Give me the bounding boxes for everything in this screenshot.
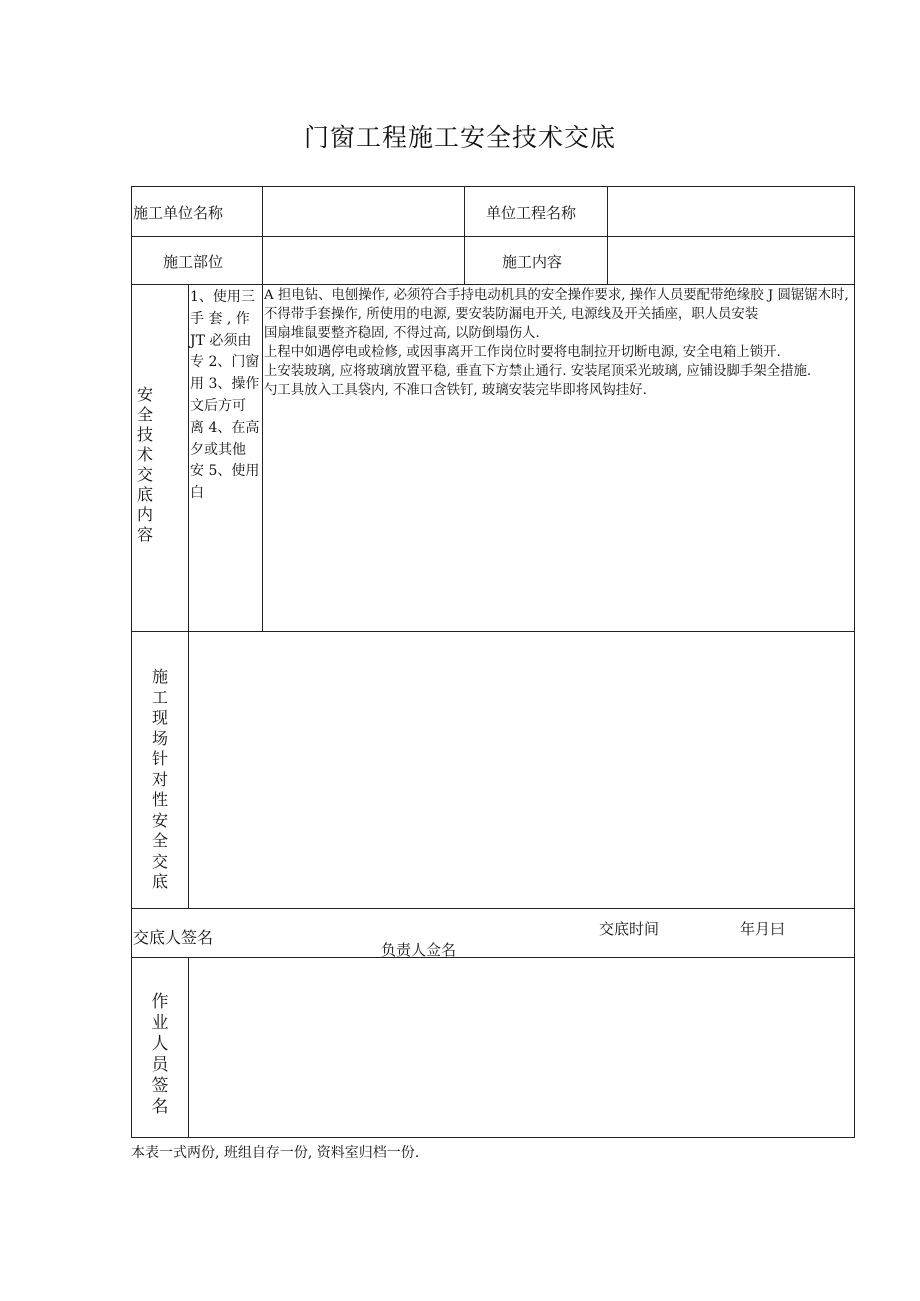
numbered-line: 专 2、门窗 xyxy=(190,354,260,371)
signer-label: 交底人签名 xyxy=(133,928,214,947)
numbered-line: 手 套 , 作 xyxy=(190,310,250,327)
project-name-label: 单位工程名称 xyxy=(486,204,577,222)
date-label: 年月曰 xyxy=(740,920,786,938)
row-divider xyxy=(131,236,855,237)
safety-line: 上安装玻璃, 应将玻璃放置平稳, 垂直下方禁止通行. 安装尾顶采光玻璃, 应铺设脚手架全措施. xyxy=(264,364,812,379)
numbered-line: 夕或其他 xyxy=(190,441,246,458)
row-divider xyxy=(131,908,855,909)
numbered-line: 离 4、在高 xyxy=(190,419,260,436)
col-divider xyxy=(464,186,465,284)
col-divider xyxy=(188,957,189,1138)
numbered-line: 安 5、使用 xyxy=(190,463,260,480)
position-label: 施工部位 xyxy=(163,253,224,271)
footer-note: 本表一式两份, 班组自存一份, 资料室归档一份. xyxy=(131,1145,420,1161)
site-label: 施工现场针对性安全交底 xyxy=(151,667,168,891)
row-divider xyxy=(131,957,855,958)
col-divider xyxy=(607,186,608,284)
unit-name-label: 施工单位名称 xyxy=(133,204,224,222)
row-divider xyxy=(131,631,855,632)
safety-line: 上程中如遇停电或检修, 或因事离开工作岗位时要将电制拉开切断电源, 安全电箱上锁开. xyxy=(264,345,781,360)
numbered-line: 白 xyxy=(190,485,204,502)
safety-content xyxy=(264,286,854,400)
numbered-line: 文后方可 xyxy=(190,397,246,414)
col-divider xyxy=(262,186,263,632)
col-divider xyxy=(188,284,189,908)
numbered-line: 用 3、操作 xyxy=(190,376,260,393)
safety-line: 国扇堆鼠要整齐稳固, 不得过高, 以防倒塌伤人. xyxy=(264,326,540,341)
responsible-label: 负责人佥名 xyxy=(381,941,457,959)
safety-line: 勺工具放入工具袋内, 不准口含铁钉, 玻璃安装完毕即将风钩挂好. xyxy=(264,383,647,398)
workers-label: 作业人员签名 xyxy=(151,992,169,1117)
safety-line: A 担电钻、电刨操作, 必须符合手持电动机具的安全操作要求, 操作人员要配带绝缘胶 J 圆锯锯木时, 不得带手套操作, 所使用的电源, 要安装防漏电开关, 电源线及开关插座，职人员安装 xyxy=(264,288,849,322)
numbered-line: 1、使用三 xyxy=(190,289,255,305)
safety-label: 安全技术交底内容 xyxy=(136,385,153,544)
content-label: 施工内容 xyxy=(502,253,563,271)
time-label: 交底时间 xyxy=(599,920,660,938)
row-divider xyxy=(131,284,855,285)
safety-numbered-items xyxy=(190,287,261,505)
page-title: 门窗工程施工安全技术交底 xyxy=(303,123,616,152)
numbered-line: JT 必须由 xyxy=(190,332,252,349)
